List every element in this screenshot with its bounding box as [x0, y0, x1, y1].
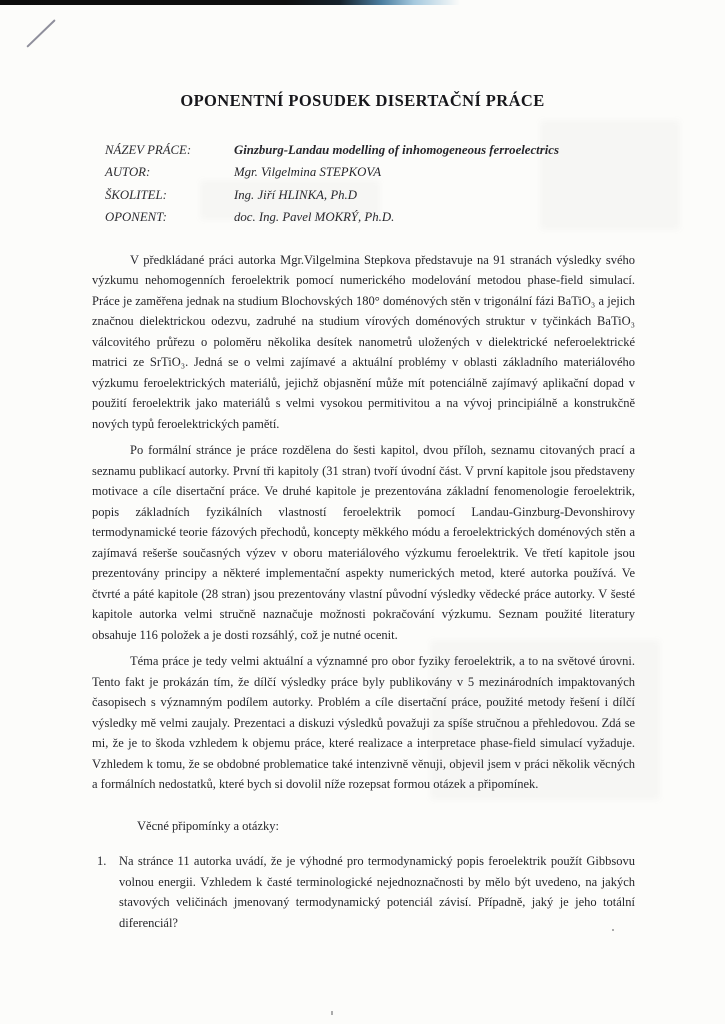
meta-label-skolitel: ŠKOLITEL:	[105, 187, 167, 202]
paragraph-evaluation: Téma práce je tedy velmi aktuální a významné pro obor fyziky feroelektrik, a to na světové úrovni. Tento fakt je prokázán tím, že dílčí výsledky práce byly publikovány v 5 mezinárodních impaktovaných časopisech s významným podílem autorky. Problém a cíle disertační práce, použité metody řešení i dílčí výsledky mě velmi zaujaly. Prezentaci a diskuzi výsledků považuji za spíše stručnou a přehledovou. Zdá se mi, že je to škoda vzhledem k objemu práce, které realizace a interpretace phase-field simulací vyžaduje. Vzhledem k tomu, že se obdobné problematice také intenzivně věnuji, objevil jsem v práci několik věcných a formálních nedostatků, které bych si dovolil níže rozepsat formou otázek a připomínek.	[92, 654, 635, 792]
scanner-edge-artifact	[0, 0, 460, 5]
scan-speck	[331, 1011, 333, 1015]
remark-text: Na stránce 11 autorka uvádí, že je výhodné pro termodynamický popis feroelektrik použít Gibbsovu volnou energii. Vzhledem k časté terminologické nejednoznačnosti by mělo být uvedeno, na jakých stavových veličinách jmenovaný termodynamický potenciál závisí. Případně, jaký je jeho totální diferenciál?	[119, 854, 635, 930]
meta-label-oponent: OPONENT:	[105, 210, 167, 225]
meta-value-skolitel: Ing. Jiří HLINKA, Ph.D	[234, 187, 357, 202]
paragraph-introduction: V předkládané práci autorka Mgr.Vilgelmina Stepkova představuje na 91 stranách výsledky svého výzkumu nehomogenních feroelektrik pomocí numerického modelování metodou phase-field simulací. Práce je zaměřena jednak na studium Blochovských 180° doménových stěn v trigonální fázi BaTiO₃ a jejich značnou dielektrickou odezvu, zadruhé na studium vírových doménových struktur v tyčinkách BaTiO₃ válcovitého průřezu o poloměru několika desítek nanometrů uložených v dielektrické neferoelektrické matrici ze SrTiO₃. Jedná se o velmi zajímavé a aktuální problémy v oblasti základního materiálového výzkumu feroelektrických materiálů, jejichž objasnění může mít potenciálně zajímavý aplikační dopad v použití feroelektrik jako materiálů s velmi vysokou permitivitou a na vývoj principiálně a konstrukčně nových typů feroelektrických pamětí.	[92, 252, 635, 431]
remarks-section-heading: Věcné připomínky a otázky:	[137, 818, 279, 833]
document-title: OPONENTNÍ POSUDEK DISERTAČNÍ PRÁCE	[180, 91, 545, 110]
remark-item-1	[92, 851, 635, 933]
bleed-through-smudge	[540, 120, 680, 230]
paragraph-structure: Po formální stránce je práce rozdělena do šesti kapitol, dvou příloh, seznamu citovaných prací a seznamu publikací autorky. První tři kapitoly (31 stran) tvoří úvodní část. V první kapitole jsou představeny motivace a cíle disertační práce. Ve druhé kapitole je prezentována základní fenomenologie feroelektrik, popis základních fyzikálních vlastností feroelektrik pomocí Landau-Ginzburg-Devonshirovy termodynamické teorie fázových přechodů, koncepty měkkého módu a feroelektrických doménových stěn a zajímavá rešerše současných výzev v oboru materiálového výzkumu feroelektrik. Ve třetí kapitole jsou prezentovány principy a některé implementační aspekty numerických metod, které autorka používá. Ve čtvrté a páté kapitole (28 stran) jsou prezentovány vlastní původní výsledky vědecké práce autorky. V šesté kapitole autorka velmi stručně naznačuje možnosti pokračování výzkumu. Seznam použité literatury obsahuje 116 položek a je dosti rozsáhlý, což je nutné ocenit.	[92, 443, 635, 642]
meta-value-autor: Mgr. Vilgelmina STEPKOVA	[234, 165, 382, 180]
meta-value-nazev-prace: Ginzburg-Landau modelling of inhomogeneous ferroelectrics	[234, 143, 559, 157]
document-body	[92, 250, 635, 934]
meta-value-oponent: doc. Ing. Pavel MOKRÝ, Ph.D.	[234, 210, 395, 225]
meta-label-nazev-prace: NÁZEV PRÁCE:	[105, 143, 192, 157]
scan-speck	[612, 929, 614, 931]
bleed-through-smudge	[200, 180, 380, 220]
bleed-through-smudge	[430, 640, 660, 800]
meta-label-autor: AUTOR:	[105, 165, 151, 180]
remark-number: 1.	[97, 854, 107, 869]
